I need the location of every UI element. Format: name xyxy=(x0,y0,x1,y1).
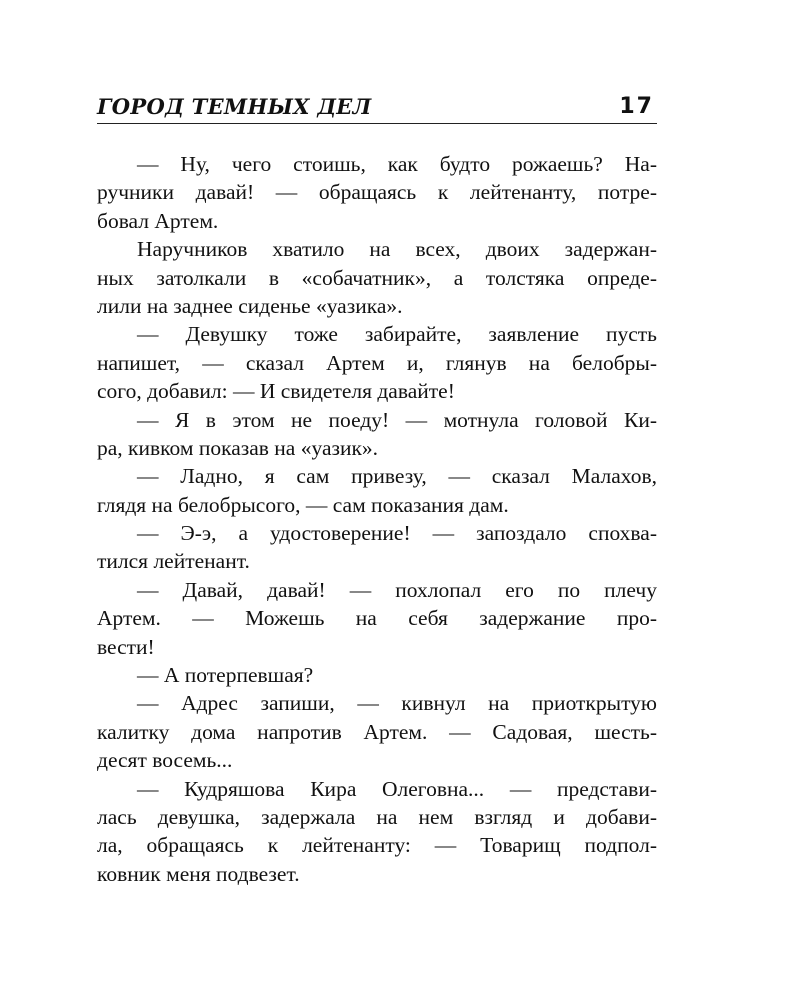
running-title: ГОРОД ТЕМНЫХ ДЕЛ xyxy=(97,94,372,119)
text-line: — Давай, давай! — похлопал его по плечу xyxy=(137,577,657,602)
text-line: калитку дома напротив Артем. — Садовая, шесть- xyxy=(97,719,657,744)
text-line: глядя на белобрысого, — сам показания дам. xyxy=(97,492,509,517)
text-line: ра, кивком показав на «уазик». xyxy=(97,435,379,460)
text-line: ковник меня подвезет. xyxy=(97,861,300,886)
text-line: — Кудряшова Кира Олеговна... — представи- xyxy=(137,776,657,801)
text-line: бовал Артем. xyxy=(97,208,219,233)
text-line: лась девушка, задержала на нем взгляд и добави- xyxy=(97,804,657,829)
text-line: сого, добавил: — И свидетеля давайте! xyxy=(97,379,455,404)
text-line: ручники давай! — обращаясь к лейтенанту, потре- xyxy=(97,180,657,205)
text-line: ла, обращаясь к лейтенанту: — Товарищ подпол- xyxy=(97,833,657,858)
text-line: напишет, — сказал Артем и, глянув на белобры- xyxy=(97,350,657,375)
text-line: — Ладно, я сам привезу, — сказал Малахов, xyxy=(137,464,657,489)
header-rule xyxy=(97,123,657,124)
text-line: — Я в этом не поеду! — мотнула головой Ки- xyxy=(137,407,657,432)
text-line: — А потерпевшая? xyxy=(137,663,314,688)
text-line: Артем. — Можешь на себя задержание про- xyxy=(97,606,657,631)
text-line: вести! xyxy=(97,634,155,659)
text-line: ных затолкали в «собачатник», а толстяка опреде- xyxy=(97,265,657,290)
text-line: лили на заднее сиденье «уазика». xyxy=(97,293,403,318)
page-number: 17 xyxy=(619,94,654,119)
text-line: — Адрес запиши, — кивнул на приоткрытую xyxy=(137,691,657,716)
text-line: — Ну, чего стоишь, как будто рожаешь? На- xyxy=(137,152,657,176)
text-body xyxy=(97,150,657,888)
text-line: Наручников хватило на всех, двоих задержан- xyxy=(137,237,657,262)
text-line: тился лейтенант. xyxy=(97,549,250,574)
running-head xyxy=(97,94,657,124)
text-line: — Э-э, а удостоверение! — запоздало спохва- xyxy=(137,521,657,546)
text-line: — Девушку тоже забирайте, заявление пусть xyxy=(137,322,657,347)
text-line: десят восемь... xyxy=(97,748,233,773)
